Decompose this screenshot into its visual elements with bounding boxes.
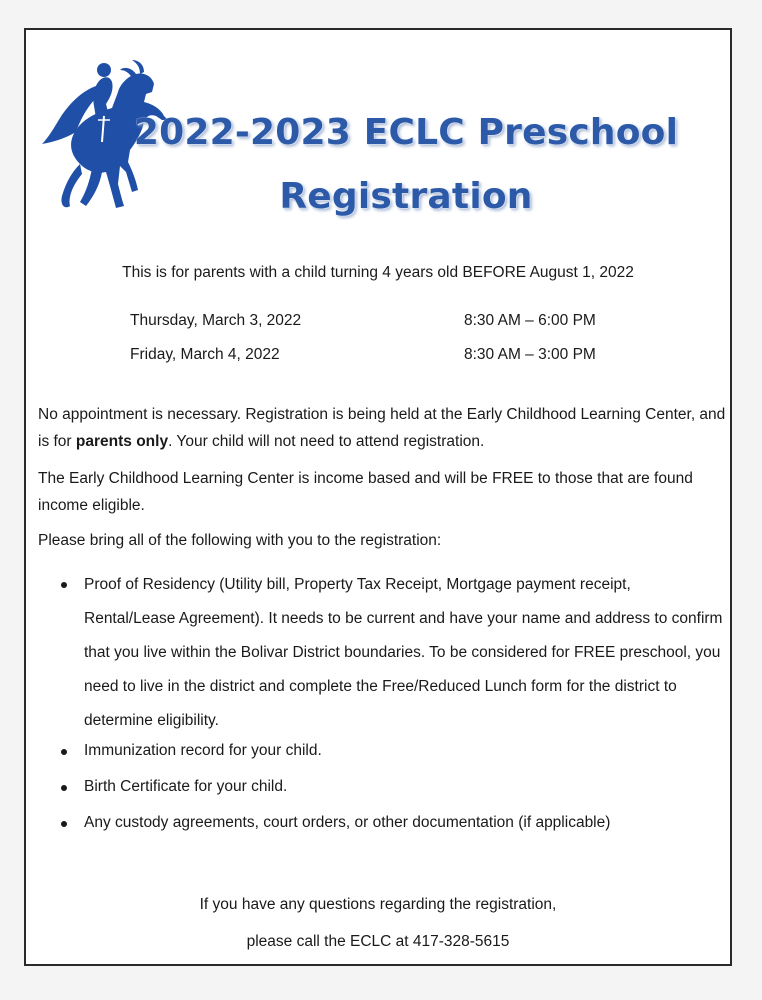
list-item: Immunization record for your child. [38,739,726,763]
schedule-time: 8:30 AM – 3:00 PM [464,346,596,363]
list-item: Any custody agreements, court orders, or other documentation (if applicable) [38,811,726,835]
bring-list [38,568,726,847]
income-paragraph: The Early Childhood Learning Center is income based and will be FREE to those that are found income eligible. [38,470,693,514]
appointment-text-part1: No appointment is necessary. Registration is being held at the Early Childhood Learning Center, and is for [38,406,726,450]
list-item: Proof of Residency (Utility bill, Property Tax Receipt, Mortgage payment receipt, Rental/Lease Agreement). It needs to be current and have your name and address to confirm that you live within the Bolivar District boundaries. To be considered for FREE preschool, you need to live in the district and complete the Free/Reduced Lunch form for the district to determine eligibility. [38,568,726,738]
contact-phone-line: please call the ECLC at 417-328-5615 [246,933,510,950]
contact-line: If you have any questions regarding the registration, [199,896,557,913]
bring-intro-paragraph: Please bring all of the following with you to the registration: [38,532,442,549]
schedule-date: Friday, March 4, 2022 [130,346,280,363]
list-item: Birth Certificate for your child. [38,775,726,799]
appointment-paragraph [38,401,728,455]
page-title: 2022-2023 ECLC Preschool [133,112,679,153]
page-title-line2: Registration [279,176,533,217]
appointment-text-part2: . Your child will not need to attend registration. [168,433,485,450]
eligibility-intro: This is for parents with a child turning 4 years old BEFORE August 1, 2022 [122,264,634,281]
schedule-time: 8:30 AM – 6:00 PM [464,312,596,329]
flyer-page [24,28,732,966]
schedule-date: Thursday, March 3, 2022 [130,312,302,329]
parents-only-emphasis: parents only [75,433,169,450]
